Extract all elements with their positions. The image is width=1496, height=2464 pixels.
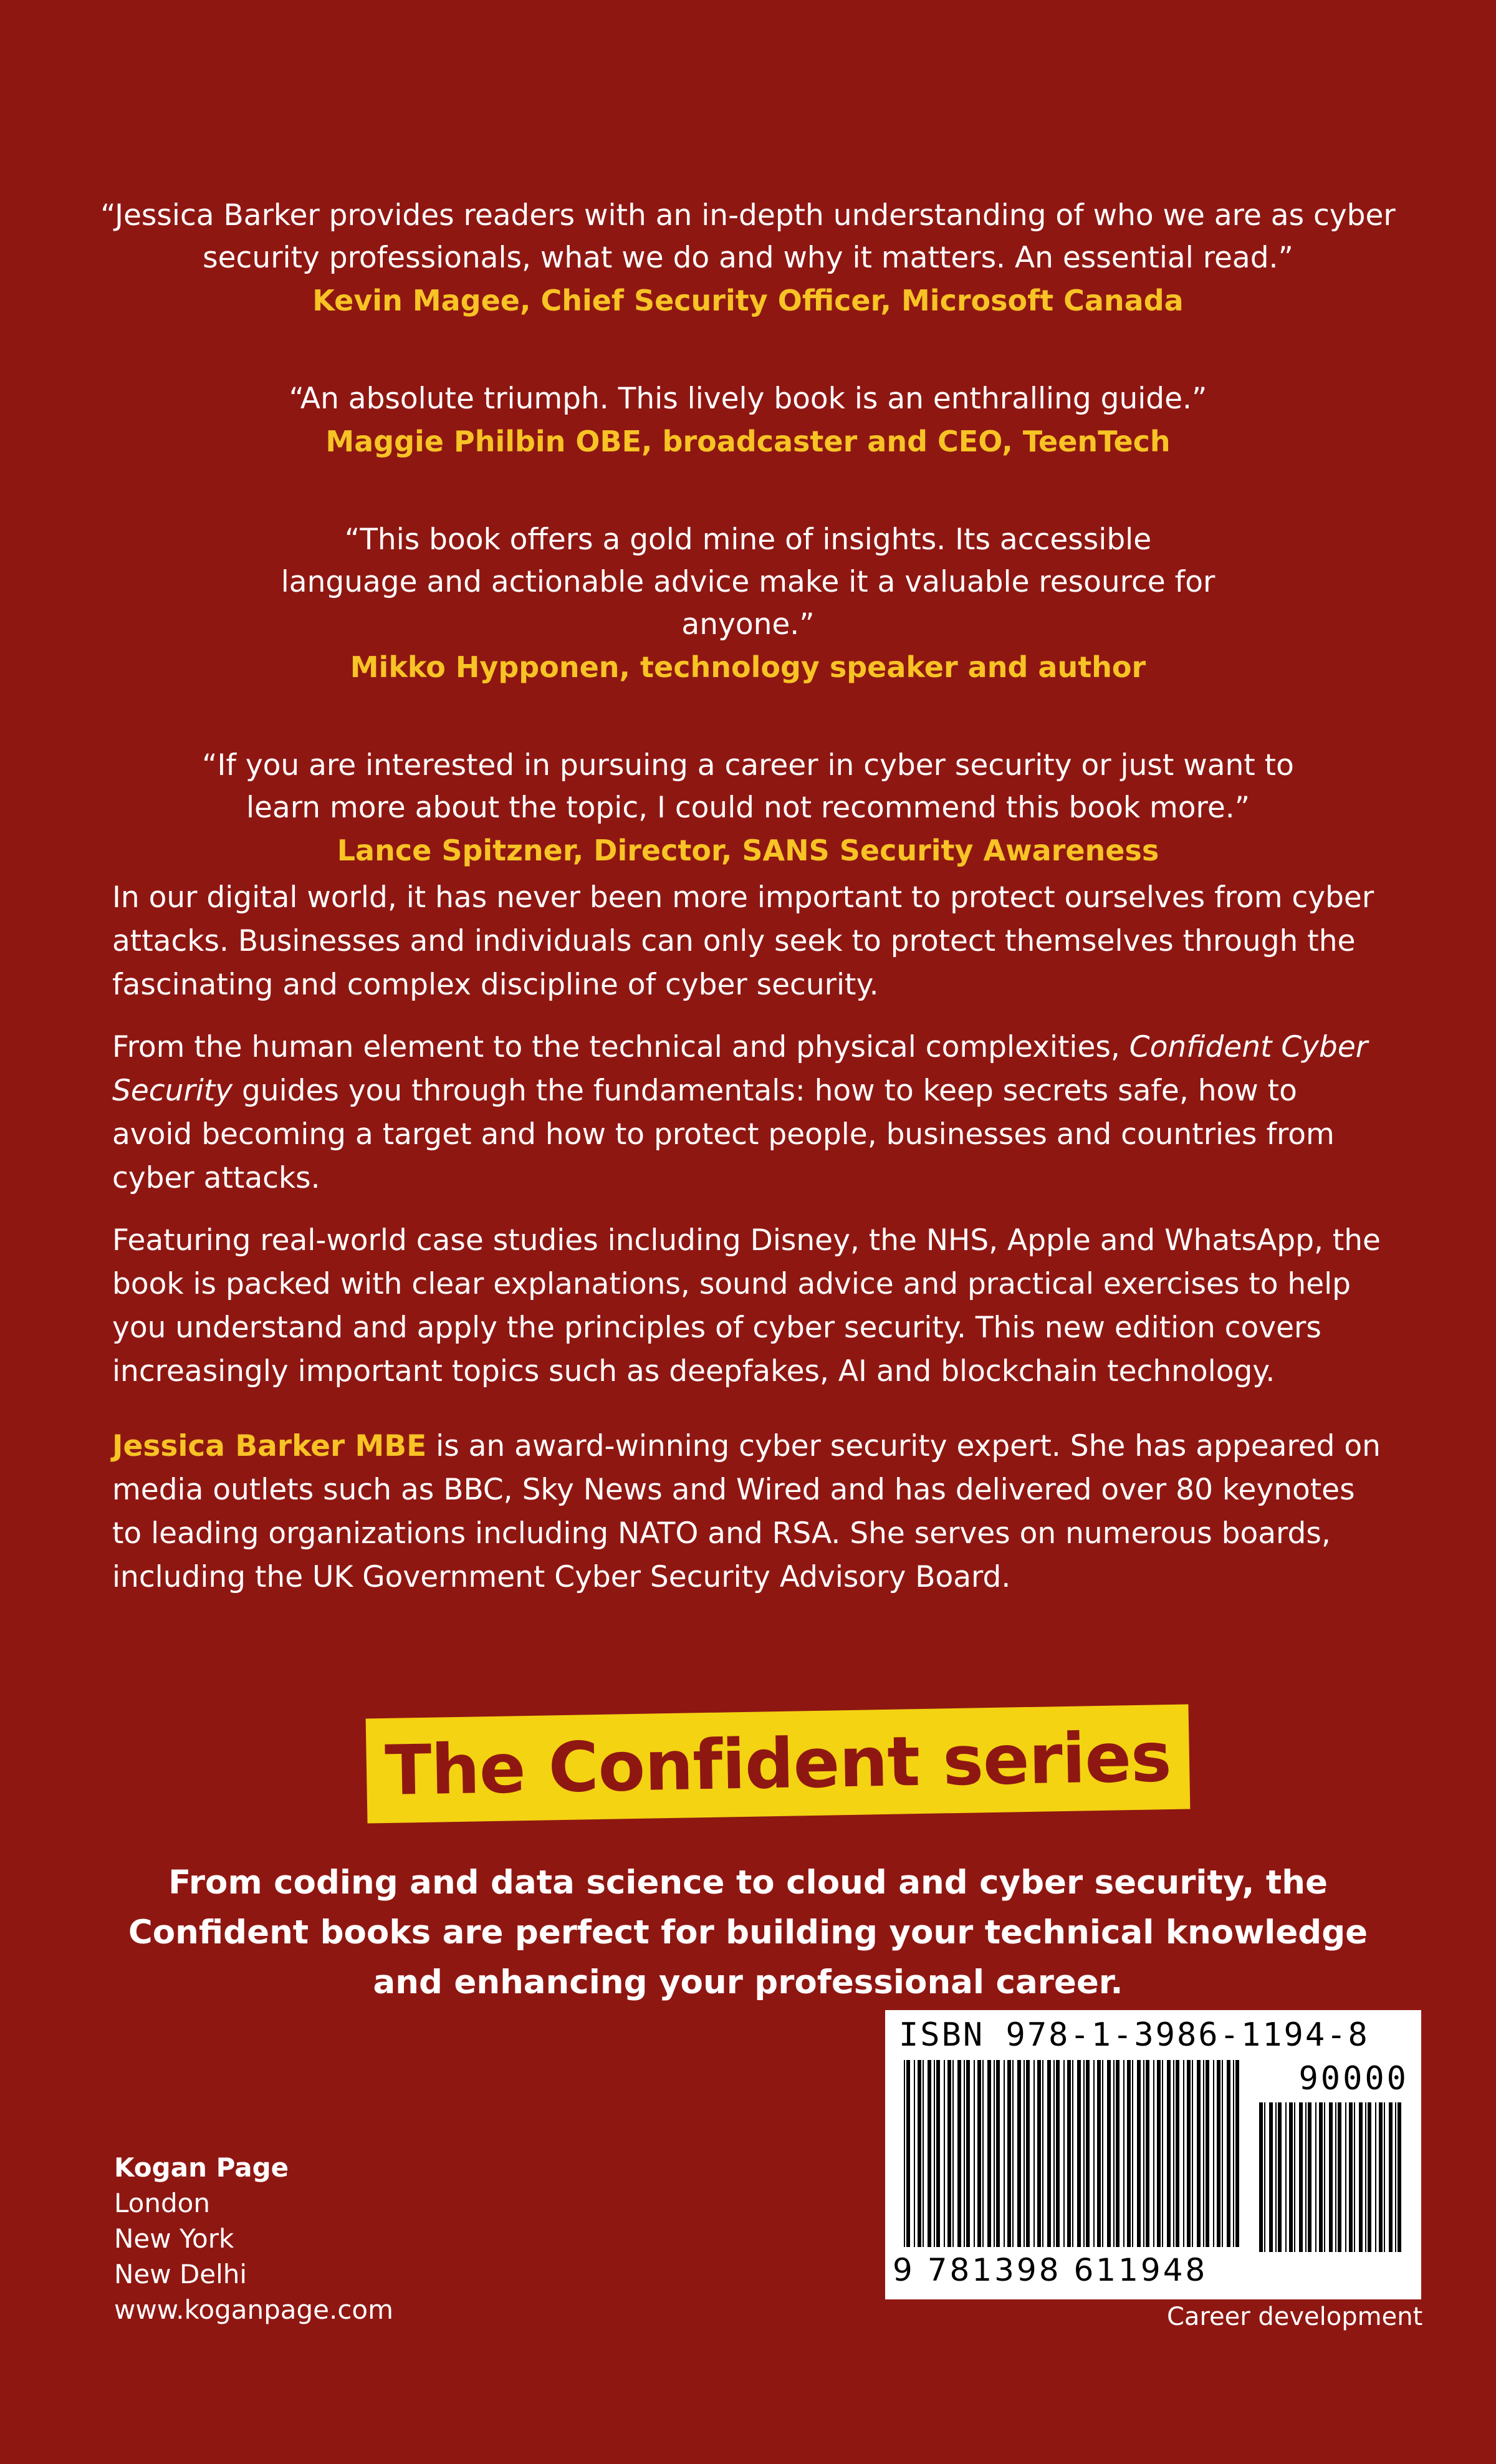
barcode-bar — [923, 2060, 924, 2247]
barcode-bar — [1349, 2102, 1353, 2252]
author-bio-text: is an award-winning cyber security expert. She has appeared on media outlets such as BBC, Sky News and Wired and has delivered over 80 keynotes to leading organizations including NATO and RSA. She serves on numerous boards, including the UK Government Cyber Security Advisory Board. — [112, 1429, 1381, 1594]
barcode-bar — [1217, 2060, 1220, 2247]
barcode-bar — [936, 2060, 940, 2247]
barcode-bar — [1269, 2102, 1273, 2252]
barcode-addon-bars-icon — [1259, 2102, 1406, 2252]
barcode-bar — [1042, 2060, 1043, 2247]
description-paragraph-3: Featuring real-world case studies including Disney, the NHS, Apple and WhatsApp, the book is packed with clear explanations, sound advice and practical exercises to help you understand and apply the principles of cyber security. This new edition covers increasingly important topics such as deepfakes, AI and blockchain technology. — [112, 1223, 1381, 1388]
barcode-bar — [1146, 2060, 1149, 2247]
quote-3 — [94, 519, 1402, 688]
barcode-bar — [1072, 2060, 1073, 2247]
barcode-bar — [1067, 2060, 1071, 2247]
barcode-bar — [947, 2060, 951, 2247]
barcode-bar — [1077, 2060, 1081, 2247]
barcode-bar — [904, 2060, 905, 2247]
barcode-bar — [906, 2060, 910, 2247]
barcode-bar — [918, 2060, 921, 2247]
barcode-bar — [952, 2060, 954, 2247]
barcode-bar — [996, 2060, 1000, 2247]
barcode-bar — [914, 2060, 915, 2247]
barcode-bar — [1097, 2060, 1101, 2247]
barcode-bar — [1132, 2060, 1133, 2247]
barcode-bar — [1053, 2060, 1055, 2247]
barcode-bar — [1157, 2060, 1161, 2247]
isbn-barcode — [885, 2010, 1421, 2299]
barcode-bar — [1375, 2102, 1376, 2252]
barcode-bar — [1264, 2102, 1265, 2252]
description-paragraph-1: In our digital world, it has never been more important to protect ourselves from cyber attacks. Businesses and individuals can only seek to protect themselves through the fascinating and complex discipline of cyber security. — [112, 880, 1374, 1002]
barcode-bar — [1026, 2060, 1030, 2247]
quote-text: “This book offers a gold mine of insights. Its accessible language and actionable advice make it a valuable resource for anyone.” — [280, 522, 1216, 642]
barcode-bar — [944, 2060, 945, 2247]
series-description: From coding and data science to cloud and cyber security, the Confident books are perfect for building your technical knowledge and enhancing your professional career. — [128, 1864, 1368, 2001]
barcode-bars-icon — [904, 2060, 1240, 2247]
barcode-bar — [1278, 2102, 1282, 2252]
barcode-bar — [1017, 2060, 1021, 2247]
publisher-city: London — [114, 2188, 210, 2218]
barcode-bar — [1335, 2102, 1336, 2252]
barcode-bar — [1127, 2060, 1131, 2247]
barcode-bar — [1345, 2102, 1346, 2252]
quote-attribution: Kevin Magee, Chief Security Officer, Microsoft Canada — [312, 284, 1184, 317]
barcode-bar — [1379, 2102, 1383, 2252]
barcode-bar — [1365, 2102, 1366, 2252]
barcode-bar — [1389, 2102, 1393, 2252]
barcode-bar — [1116, 2060, 1120, 2247]
barcode-bar — [1324, 2102, 1325, 2252]
barcode-bar — [1024, 2060, 1025, 2247]
barcode-bar — [1289, 2102, 1293, 2252]
barcode-bar — [1368, 2102, 1371, 2252]
barcode-bar — [977, 2060, 981, 2247]
barcode-bar — [1329, 2102, 1333, 2252]
barcode-bar — [1137, 2060, 1141, 2247]
book-category: Career development — [1167, 2303, 1423, 2331]
barcode-bar — [1086, 2060, 1090, 2247]
barcode-bar — [1047, 2060, 1051, 2247]
barcode-bar — [1222, 2060, 1223, 2247]
quote-4 — [94, 744, 1402, 872]
barcode-bar — [1183, 2060, 1184, 2247]
author-bio — [112, 1425, 1384, 1599]
barcode-bar — [1305, 2102, 1307, 2252]
endorsement-quotes — [94, 195, 1402, 928]
barcode-bar — [1113, 2060, 1115, 2247]
barcode-bar — [1275, 2102, 1277, 2252]
barcode-bar — [994, 2060, 995, 2247]
quote-attribution: Lance Spitzner, Director, SANS Security Awareness — [337, 834, 1159, 867]
publisher-name: Kogan Page — [114, 2152, 289, 2183]
description-text: guides you through the fundamentals: how to keep secrets safe, how to avoid becoming a target and how to protect people, businesses and countries from cyber attacks. — [112, 1074, 1335, 1195]
barcode-bar — [1338, 2102, 1341, 2252]
quote-text: “Jessica Barker provides readers with an in-depth understanding of who we are as cyber security professionals, what we do and why it matters. An essential read.” — [100, 198, 1396, 275]
barcode-bar — [1162, 2060, 1163, 2247]
barcode-bar — [1197, 2060, 1201, 2247]
description-text: From the human element to the technical and physical complexities, — [112, 1030, 1129, 1064]
barcode-bar — [1319, 2102, 1323, 2252]
barcode-bar — [1233, 2060, 1234, 2247]
barcode-bar — [1004, 2060, 1005, 2247]
barcode-digits: 9 781398 611948 — [893, 2252, 1208, 2288]
barcode-bar — [1007, 2060, 1011, 2247]
barcode-bar — [1354, 2102, 1355, 2252]
quote-text: “An absolute triumph. This lively book is an enthralling guide.” — [289, 382, 1207, 416]
barcode-bar — [974, 2060, 975, 2247]
barcode-bar — [957, 2060, 961, 2247]
barcode-bar — [1083, 2060, 1085, 2247]
quote-1 — [94, 195, 1402, 322]
barcode-bar — [964, 2060, 965, 2247]
barcode-bar — [1176, 2060, 1179, 2247]
barcode-bar — [1063, 2060, 1065, 2247]
barcode-bar — [934, 2060, 935, 2247]
barcode-bar — [1187, 2060, 1191, 2247]
barcode-bar — [1235, 2060, 1239, 2247]
publisher-website: www.koganpage.com — [114, 2294, 394, 2325]
barcode-bar — [1315, 2102, 1316, 2252]
barcode-bar — [1294, 2102, 1295, 2252]
barcode-bar — [1143, 2060, 1144, 2247]
quote-text: “If you are interested in pursuing a career in cyber security or just want to learn more about the topic, I could not recommend this book more.” — [202, 748, 1294, 825]
quote-2 — [94, 378, 1402, 463]
barcode-bar — [1384, 2102, 1385, 2252]
barcode-bar — [1123, 2060, 1124, 2247]
barcode-bar — [1173, 2060, 1174, 2247]
quote-attribution: Mikko Hypponen, technology speaker and author — [350, 650, 1146, 684]
author-name: Jessica Barker MBE — [112, 1429, 427, 1463]
barcode-bar — [1285, 2102, 1287, 2252]
quote-attribution: Maggie Philbin OBE, broadcaster and CEO, TeenTech — [325, 425, 1171, 458]
barcode-bar — [1167, 2060, 1171, 2247]
barcode-bar — [1206, 2060, 1209, 2247]
barcode-bar — [1107, 2060, 1111, 2247]
series-banner — [366, 1704, 1191, 1823]
barcode-bar — [1093, 2060, 1095, 2247]
publisher-city: New York — [114, 2223, 234, 2254]
barcode-bar — [1308, 2102, 1311, 2252]
barcode-bar — [982, 2060, 984, 2247]
publisher-info — [114, 2150, 393, 2327]
barcode-bar — [1037, 2060, 1041, 2247]
series-title: The Confident series — [384, 1717, 1172, 1811]
barcode-bar — [1012, 2060, 1014, 2247]
barcode-bar — [1153, 2060, 1154, 2247]
publisher-city: New Delhi — [114, 2259, 247, 2289]
barcode-bar — [1213, 2060, 1214, 2247]
book-description — [112, 876, 1384, 1618]
barcode-bar — [966, 2060, 970, 2247]
isbn-number: ISBN 978-1-3986-1194-8 — [899, 2016, 1369, 2054]
barcode-bar — [1299, 2102, 1303, 2252]
barcode-bar — [1359, 2102, 1363, 2252]
barcode-bar — [987, 2060, 991, 2247]
book-title: Confident Cyber Security — [112, 1030, 1368, 1108]
barcode-bar — [928, 2060, 931, 2247]
barcode-bar — [1203, 2060, 1204, 2247]
barcode-bar — [1033, 2060, 1035, 2247]
barcode-bar — [1395, 2102, 1396, 2252]
barcode-bar — [1102, 2060, 1103, 2247]
price-code: 90000 — [1298, 2060, 1409, 2097]
barcode-bar — [1056, 2060, 1060, 2247]
barcode-bar — [1398, 2102, 1401, 2252]
barcode-bar — [1192, 2060, 1193, 2247]
barcode-bar — [1259, 2102, 1263, 2252]
description-paragraph-2 — [112, 1026, 1384, 1200]
barcode-bar — [1227, 2060, 1230, 2247]
